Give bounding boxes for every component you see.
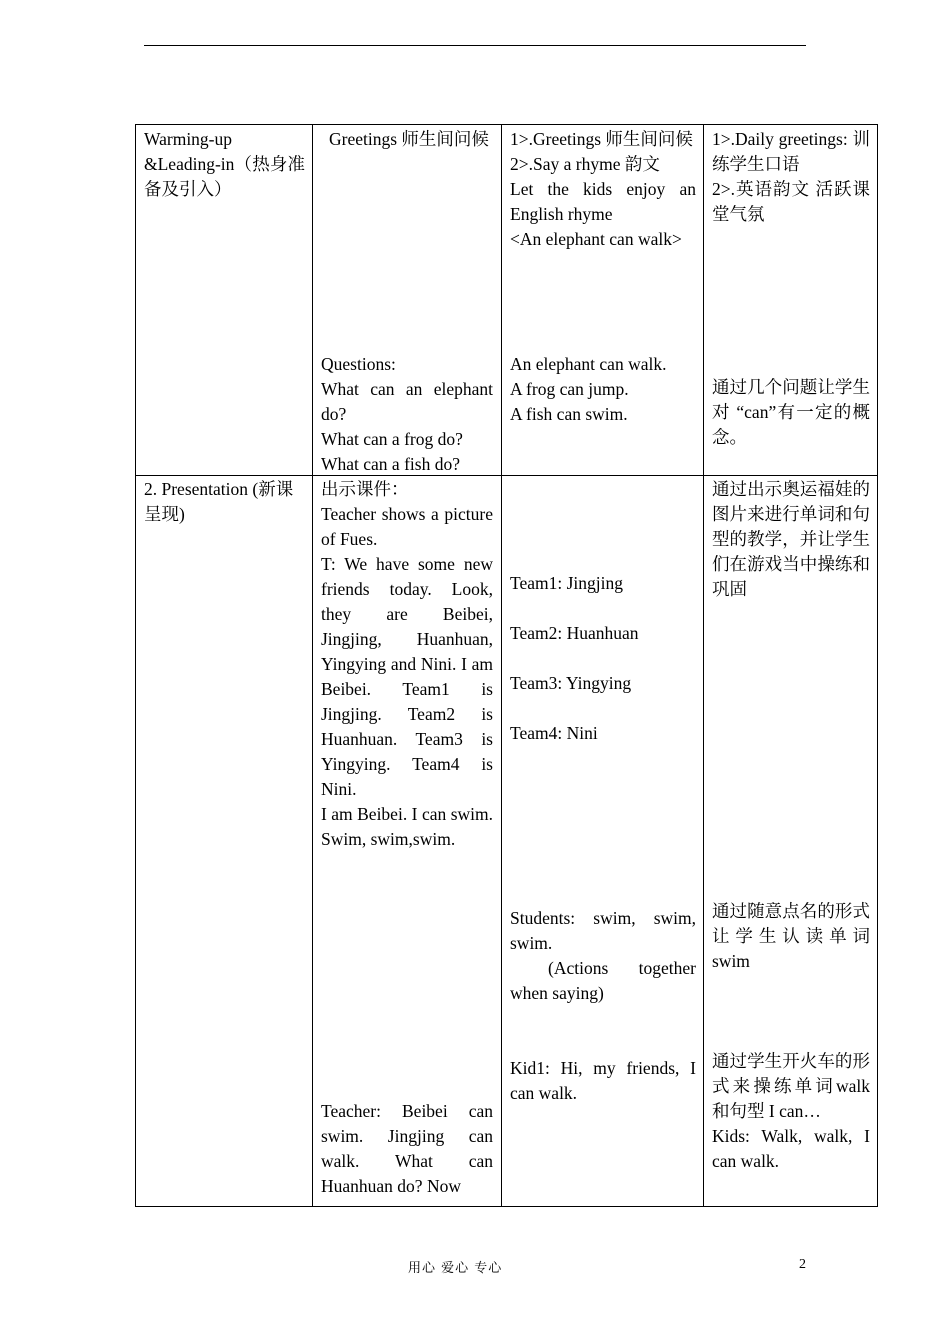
teacher-prompt: Teacher: Beibei can swim. Jingjing can walk. What can Huanhuan do? Now xyxy=(321,1101,493,1196)
footer-text: 用心 爱心 专心 xyxy=(408,1261,503,1276)
students-answers: An elephant can walk. A frog can jump. A fish can swim. xyxy=(510,354,667,424)
stage-label: Warming-up &Leading-in（热身准备及引入） xyxy=(144,129,305,199)
stage-cell xyxy=(136,125,313,476)
table-row xyxy=(136,476,878,1207)
teacher-questions: Questions: What can an elephant do? What can a frog do? What can a fish do? xyxy=(321,354,493,474)
teacher-cell xyxy=(313,476,502,1207)
purpose-greetings: 1>.Daily greetings: 训练学生口语 2>.英语韵文 活跃课堂气氛 xyxy=(712,129,870,224)
team-list: Team1: Jingjing Team2: Huanhuan Team3: Yingying Team4: Nini xyxy=(510,573,639,743)
table-row xyxy=(136,125,878,476)
purpose-presentation: 通过出示奥运福娃的图片来进行单词和句型的教学，并让学生们在游戏当中操练和巩固 xyxy=(712,479,870,599)
purpose-walk: 通过学生开火车的形式来操练单词walk 和句型 I can… Kids: Walk, walk, I can walk. xyxy=(712,1051,870,1171)
stage-cell xyxy=(136,476,313,1207)
stage-label: 2. Presentation (新课呈现) xyxy=(144,479,294,524)
purpose-cell xyxy=(704,125,878,476)
students-swim: Students: swim, swim, swim. (Actions together when saying) xyxy=(510,908,696,1003)
kid1-line: Kid1: Hi, my friends, I can walk. xyxy=(510,1058,696,1103)
lesson-plan-table xyxy=(135,124,878,1207)
teacher-greetings: Greetings 师生间问候 xyxy=(329,129,489,149)
header-rule xyxy=(144,45,806,46)
page-number: 2 xyxy=(799,1257,806,1272)
purpose-cell xyxy=(704,476,878,1207)
purpose-questions: 通过几个问题让学生对 “can”有一定的概念。 xyxy=(712,377,870,447)
purpose-swim: 通过随意点名的形式让学生认读单词swim xyxy=(712,901,870,971)
students-activities: 1>.Greetings 师生间问候 2>.Say a rhyme 韵文 Let the kids enjoy an English rhyme <An elephant can walk> xyxy=(510,129,696,249)
students-cell xyxy=(502,125,704,476)
teacher-cell xyxy=(313,125,502,476)
students-cell xyxy=(502,476,704,1207)
teacher-presentation: 出示课件： Teacher shows a picture of Fues. T: We have some new friends today. Look, they are Beibei, Jingjing, Huanhuan, Yingying and Nini. I am Beibei. Team1 is Jingjing. Team2 is Huanhuan. Team3 is Yingying. Team4 is Nini. I am Beibei. I can swim. Swim, swim,swim. xyxy=(321,479,493,849)
